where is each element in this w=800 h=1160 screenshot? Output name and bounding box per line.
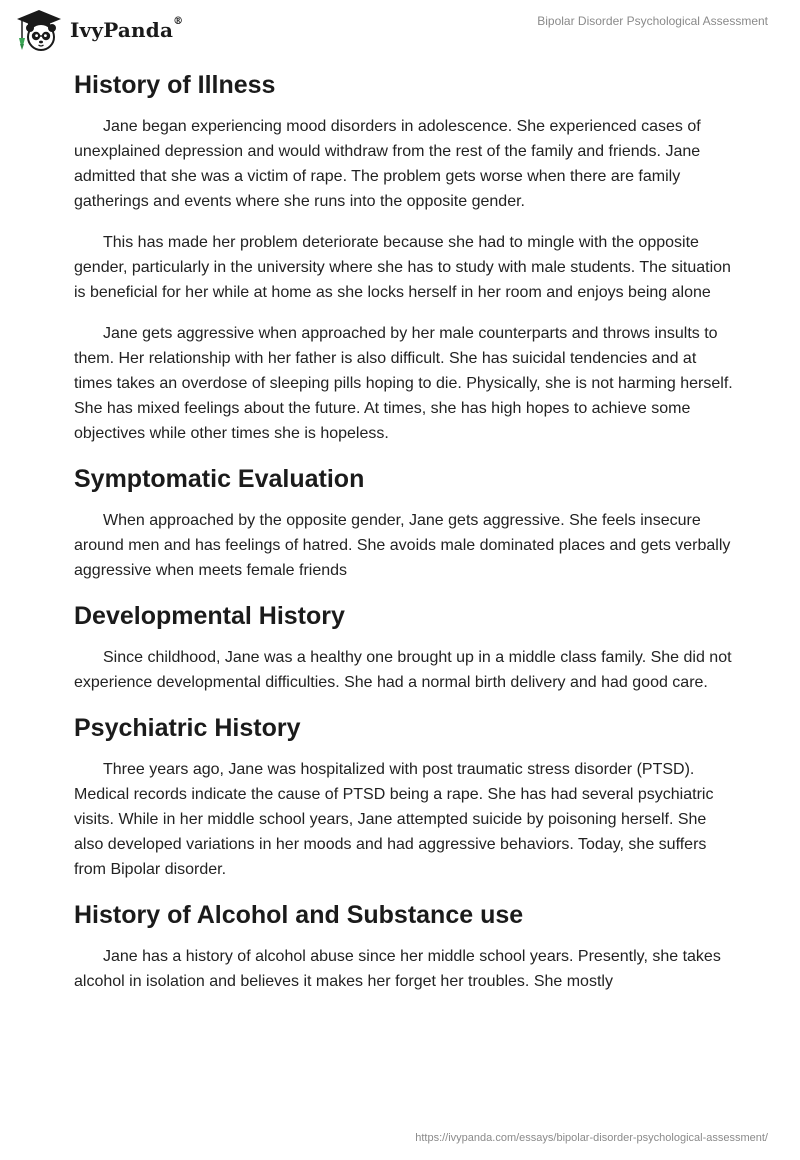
section-alcohol-substance-use xyxy=(74,898,734,994)
registered-mark: ® xyxy=(173,16,184,27)
paragraph: Three years ago, Jane was hospitalized with post traumatic stress disorder (PTSD). Medical records indicate the cause of PTSD being a rape. She has had several psychiatric visits. While in her middle school years, Jane attempted suicide by poisoning herself. She also developed variations in her moods and had aggressive behaviors. Today, she suffers from Bipolar disorder. xyxy=(74,761,714,878)
paragraph: Jane began experiencing mood disorders in adolescence. She experienced cases of unexplained depression and would withdraw from the rest of the family and friends. Jane admitted that she was a victim of rape. The problem gets worse when there are family gatherings and events where she runs into the opposite gender. xyxy=(74,118,701,210)
logo-text: IvyPanda® xyxy=(70,16,184,42)
ivypanda-logo[interactable] xyxy=(14,8,183,52)
panda-graduate-icon xyxy=(14,8,64,52)
paragraph: Jane gets aggressive when approached by her male counterparts and throws insults to them. Her relationship with her father is also difficult. She has suicidal tendencies and at times takes an overdose of sleeping pills hoping to die. Physically, she is not harming herself. She has mixed feelings about the future. At times, she has high hopes to achieve some objectives while other times she is hopeless. xyxy=(74,325,733,442)
paragraph: This has made her problem deteriorate because she had to mingle with the opposite gender, particularly in the university where she has to study with male students. The situation is beneficial for her while at home as she locks herself in her room and enjoys being alone xyxy=(74,234,731,301)
section-developmental-history xyxy=(74,599,734,695)
section-heading: History of Alcohol and Substance use xyxy=(74,901,524,929)
source-url-link[interactable]: https://ivypanda.com/essays/bipolar-disorder-psychological-assessment/ xyxy=(415,1132,768,1144)
essay-content xyxy=(74,68,734,1010)
paragraph: Since childhood, Jane was a healthy one brought up in a middle class family. She did not experience developmental difficulties. She had a normal birth delivery and had good care. xyxy=(74,649,732,691)
section-psychiatric-history xyxy=(74,711,734,882)
document-title: Bipolar Disorder Psychological Assessment xyxy=(537,14,768,28)
paragraph: Jane has a history of alcohol abuse since her middle school years. Presently, she takes alcohol in isolation and believes it makes her forget her troubles. She mostly xyxy=(74,948,721,990)
section-heading: Symptomatic Evaluation xyxy=(74,465,365,493)
section-heading: Developmental History xyxy=(74,602,345,630)
page-header xyxy=(0,0,800,60)
section-heading: Psychiatric History xyxy=(74,714,301,742)
section-heading: History of Illness xyxy=(74,71,276,99)
section-history-of-illness xyxy=(74,68,734,446)
section-symptomatic-evaluation xyxy=(74,462,734,583)
paragraph: When approached by the opposite gender, Jane gets aggressive. She feels insecure around men and has feelings of hatred. She avoids male dominated places and gets verbally aggressive when meets female friends xyxy=(74,512,731,579)
